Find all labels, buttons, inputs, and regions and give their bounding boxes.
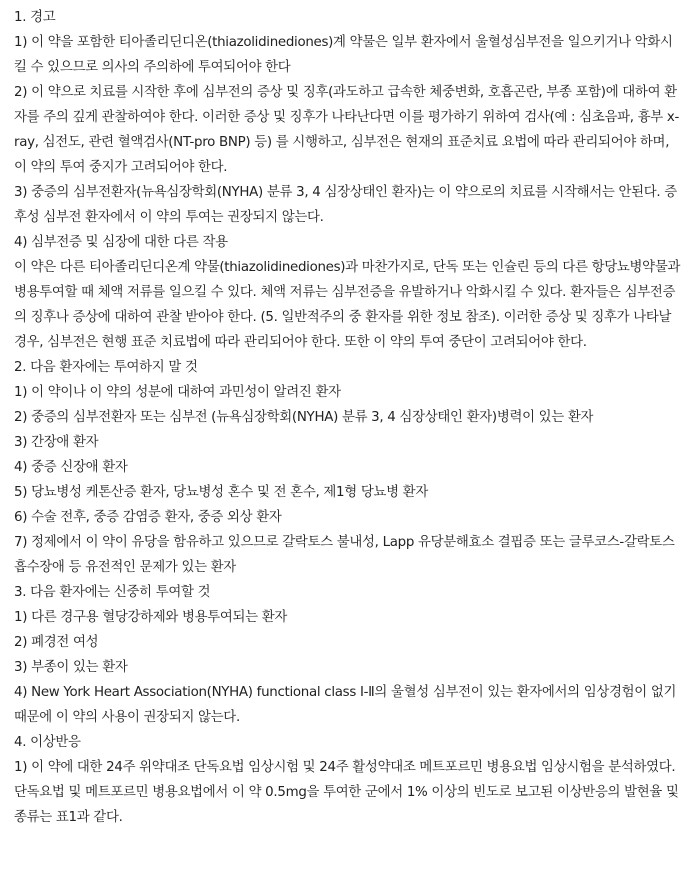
list-item: 1) 다른 경구용 혈당강하제와 병용투여되는 환자 [14, 610, 287, 625]
list-item: 1) 이 약이나 이 약의 성분에 대하여 과민성이 알려진 환자 [14, 385, 341, 400]
section-heading-contraindications: 2. 다음 환자에는 투여하지 말 것 [14, 360, 198, 375]
paragraph: 2) 이 약으로 치료를 시작한 후에 심부전의 증상 및 징후(과도하고 급속한 체중변화, 호흡곤란, 부종 포함)에 대하여 환자를 주의 깊게 관찰하여야 한다. 이러한 증상 및 징후가 나타난다면 이를 평가하기 위하여 검사(예 : 심초음파, 흉부 x-ray, 심전도, 관련 혈액검사(NT-pro BNP) 등) 를 시행하고, 심부전은 현재의 표준치료 요법에 따라 관리되어야 하며, 이 약의 투여 중지가 고려되어야 한다. [14, 85, 680, 175]
paragraph: 1) 이 약을 포함한 티아졸리딘디온(thiazolidinediones)계 약물은 일부 환자에서 울혈성심부전을 일으키거나 악화시킬 수 있으므로 의사의 주의하에 투여되어야 한다 [14, 35, 673, 75]
paragraph: 단독요법 및 메트포르민 병용요법에서 이 약 0.5mg을 투여한 군에서 1% 이상의 빈도로 보고된 이상반응의 발현율 및 종류는 표1과 같다. [14, 785, 679, 825]
section-heading-precautions: 3. 다음 환자에는 신중히 투여할 것 [14, 585, 211, 600]
list-item: 3) 간장애 환자 [14, 435, 99, 450]
subheading: 4) 심부전증 및 심장에 대한 다른 작용 [14, 235, 228, 250]
list-item: 4) 중증 신장애 환자 [14, 460, 128, 475]
list-item: 7) 정제에서 이 약이 유당을 함유하고 있으므로 갈락토스 불내성, Lapp 유당분해효소 결핍증 또는 글루코스-갈락토스 흡수장애 등 유전적인 문제가 있는 환자 [14, 535, 675, 575]
list-item: 2) 폐경전 여성 [14, 635, 99, 650]
list-item: 2) 중증의 심부전환자 또는 심부전 (뉴욕심장학회(NYHA) 분류 3, 4 심장상태인 환자)병력이 있는 환자 [14, 410, 594, 425]
list-item: 3) 부종이 있는 환자 [14, 660, 128, 675]
paragraph: 이 약은 다른 티아졸리딘디온계 약물(thiazolidinediones)과 마찬가지로, 단독 또는 인슐린 등의 다른 항당뇨병약물과 병용투여할 때 체액 저류를 일으킬 수 있다. 체액 저류는 심부전증을 유발하거나 악화시킬 수 있다. 환자들은 심부전증의 징후나 증상에 대하여 관찰 받아야 한다. (5. 일반적주의 중 환자를 위한 정보 참조). 이러한 증상 및 징후가 나타날 경우, 심부전은 현행 표준 치료법에 따라 관리되어야 한다. 또한 이 약의 투여 중단이 고려되어야 한다. [14, 260, 681, 350]
section-heading-adverse-reactions: 4. 이상반응 [14, 735, 81, 750]
list-item: 6) 수술 전후, 중증 감염증 환자, 중증 외상 환자 [14, 510, 282, 525]
list-item: 5) 당뇨병성 케톤산증 환자, 당뇨병성 혼수 및 전 혼수, 제1형 당뇨병 환자 [14, 485, 428, 500]
paragraph: 1) 이 약에 대한 24주 위약대조 단독요법 임상시험 및 24주 활성약대조 메트포르민 병용요법 임상시험을 분석하였다. [14, 760, 676, 775]
section-heading-warnings: 1. 경고 [14, 10, 56, 25]
list-item: 4) New York Heart Association(NYHA) functional class Ⅰ-Ⅱ의 울혈성 심부전이 있는 환자에서의 임상경험이 없기 때문에 이 약의 사용이 권장되지 않는다. [14, 685, 677, 725]
paragraph: 3) 중증의 심부전환자(뉴욕심장학회(NYHA) 분류 3, 4 심장상태인 환자)는 이 약으로의 치료를 시작해서는 안된다. 증후성 심부전 환자에서 이 약의 투여는 권장되지 않는다. [14, 185, 677, 225]
